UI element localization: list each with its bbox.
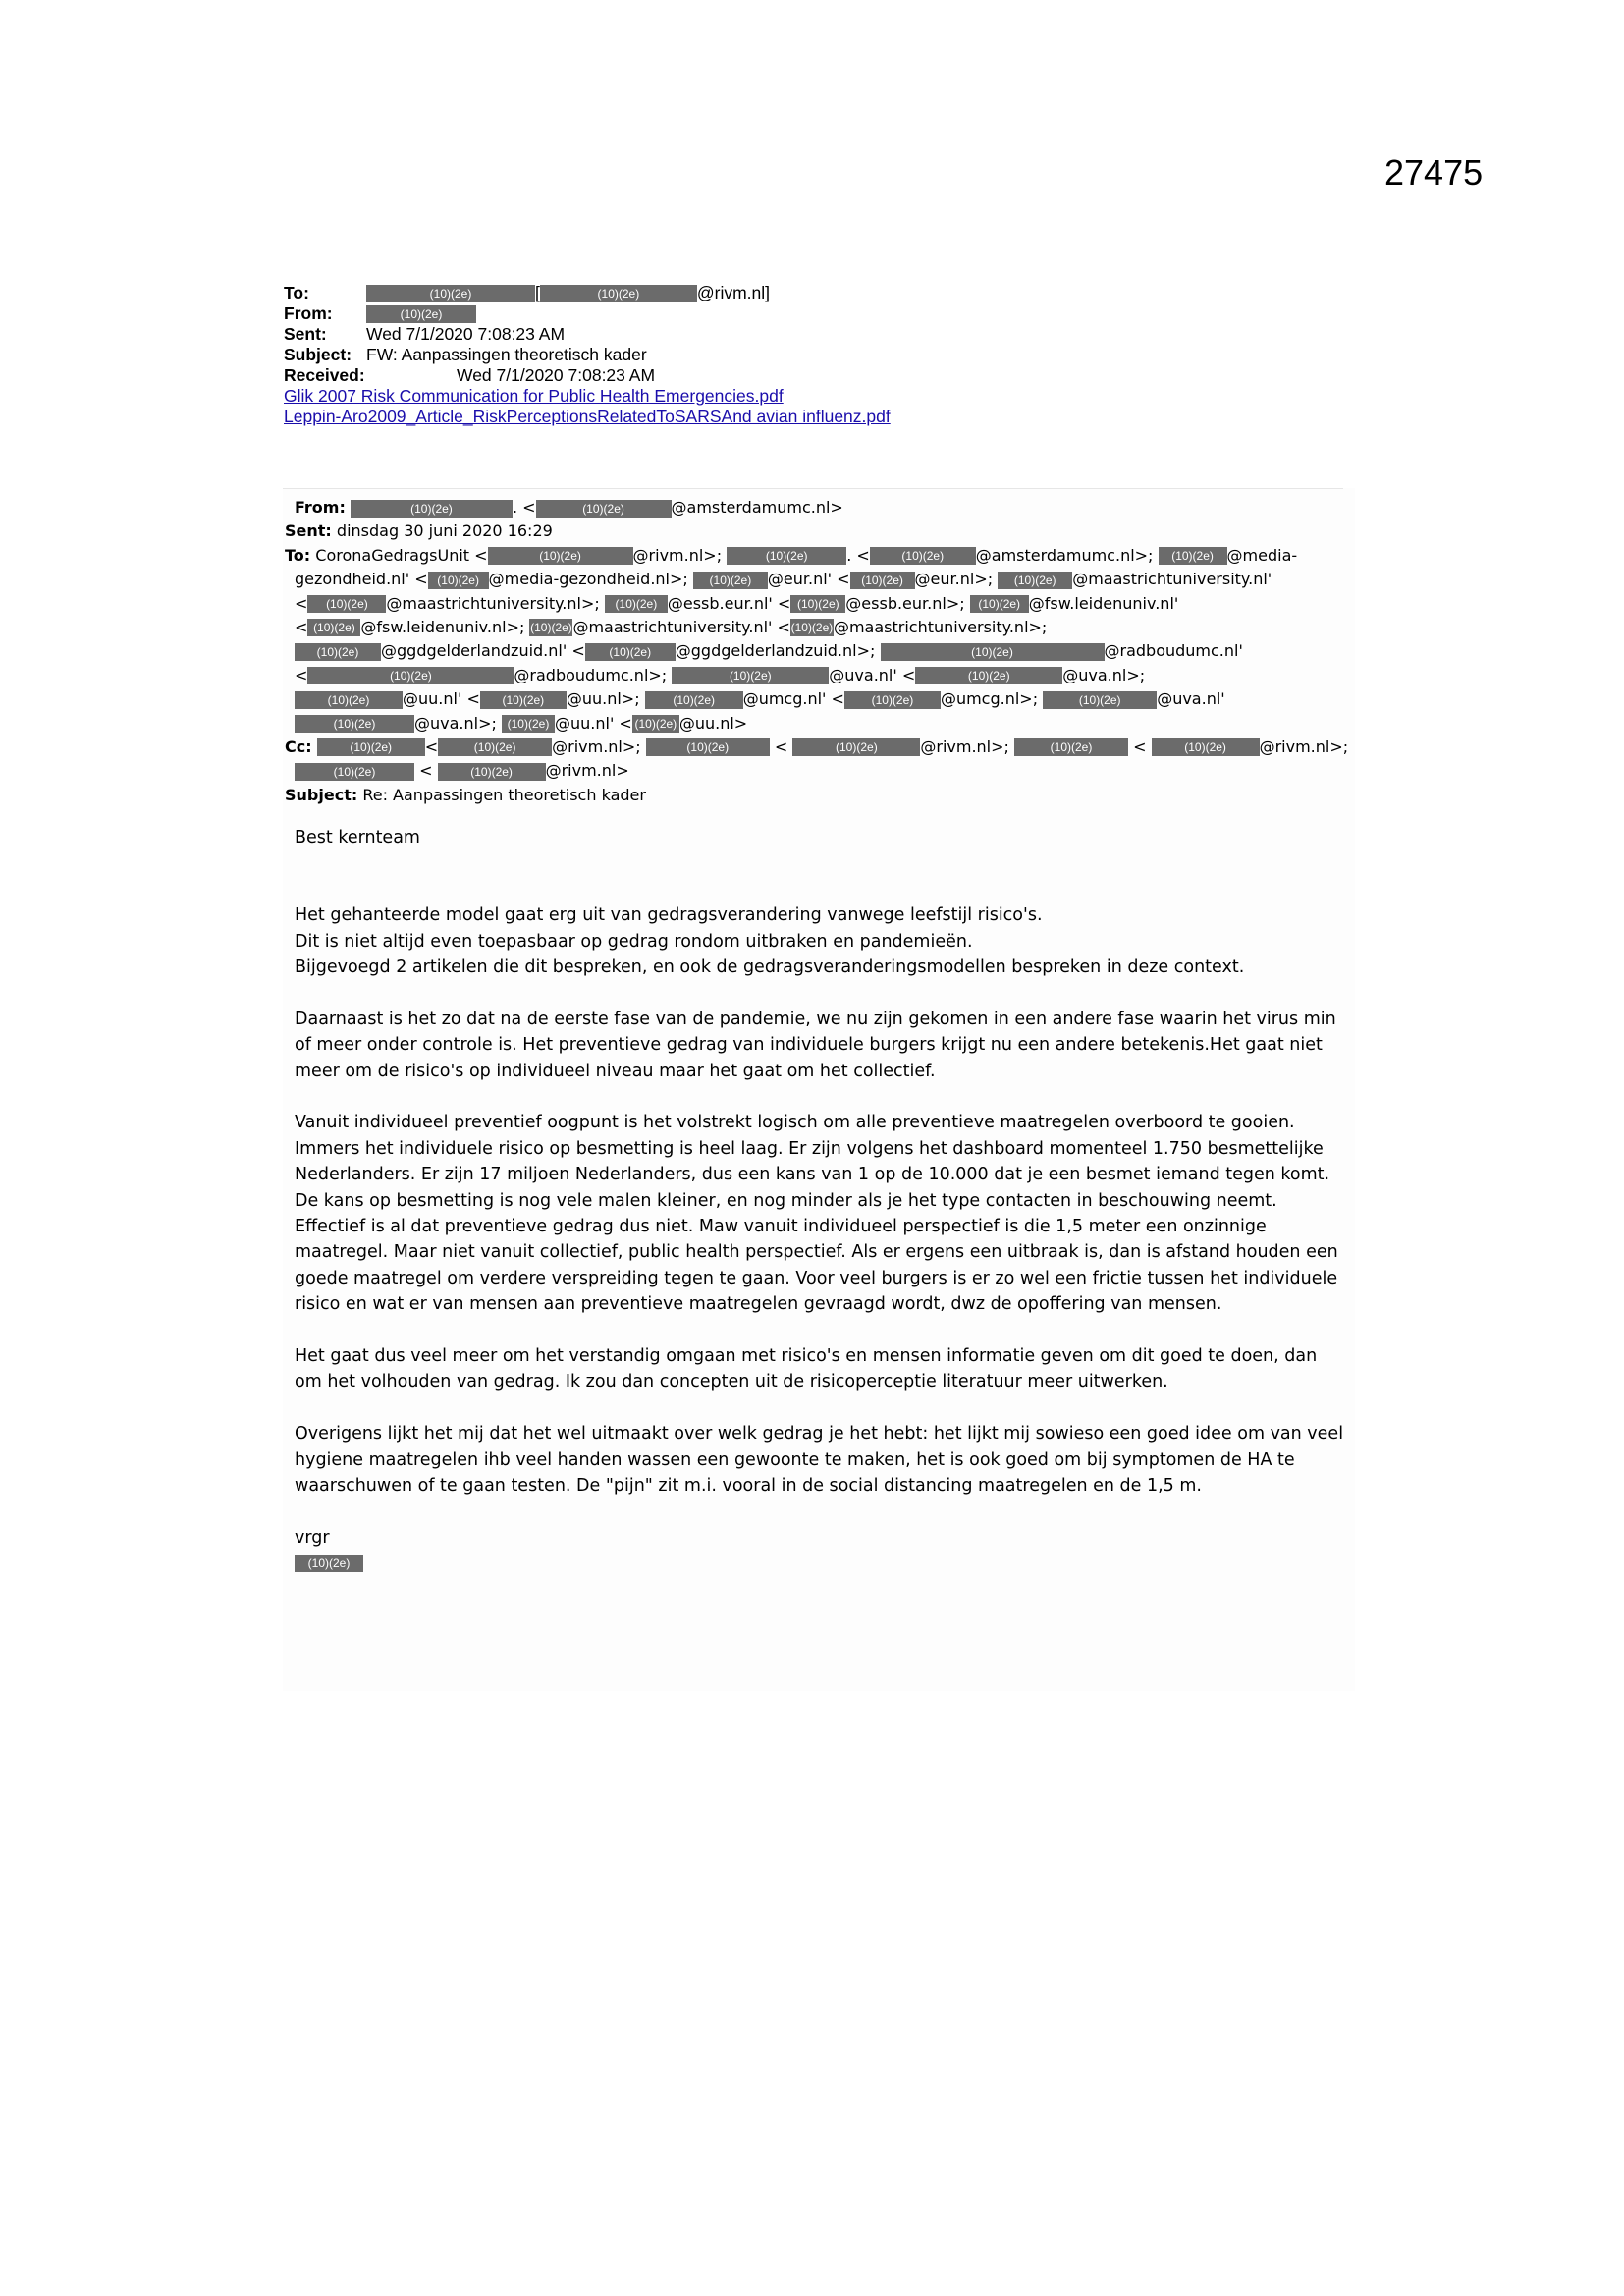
body-line: De kans op besmetting is nog vele malen kleiner, en nog minder als je het type contacten in beschouwing neemt. [295,1190,1277,1211]
addr-text: @maastrichtuniversity.nl' < [572,617,790,636]
addr-text: @rivm.nl>; [552,737,641,756]
redaction: (10)(2e) [488,547,633,565]
redaction: (10)(2e) [366,285,535,302]
greeting: Best kernteam [295,828,420,847]
body-line: Bijgevoegd 2 artikelen die dit bespreken, en ook de gedragsveranderingsmodellen bespreken in deze context. [295,957,1245,978]
divider [283,488,1343,489]
paragraph [295,902,1355,980]
document-number: 27475 [1384,152,1484,192]
redaction: (10)(2e) [351,500,513,518]
body-line: Het gehanteerde model gaat erg uit van gedragsverandering vanwege leefstijl risico's. [295,905,1043,926]
redaction: (10)(2e) [438,763,546,781]
body-line: waarschuwen of te gaan testen. De "pijn" zit m.i. vooral in de social distancing maatregelen en de 1,5 m. [295,1476,1202,1497]
redaction: (10)(2e) [645,691,743,709]
addr-text: @fsw.leidenuniv.nl' [1028,593,1179,613]
body-line: goede maatregel om verdere verspreiding tegen te gaan. Voor veel burgers is er zo wel een frictie tussen het individuele [295,1268,1338,1288]
body-line: om het volhouden van gedrag. Ik zou dan concepten uit de risicoperceptie literatuur meer uitwerken. [295,1372,1168,1393]
redaction: (10)(2e) [998,572,1072,589]
fwd-cc-label: Cc: [285,737,312,756]
closing: vrgr [295,1527,330,1548]
addr-text: gezondheid.nl' < [295,570,428,589]
addr-text: @media- [1226,545,1298,565]
addr-text: @uva.nl>; [414,713,497,733]
redaction: (10)(2e) [790,621,834,635]
addr-text: @uva.nl' [1157,689,1225,709]
fwd-from-domain: @amsterdamumc.nl> [671,498,843,517]
subject-value: FW: Aanpassingen theoretisch kader [366,345,647,364]
addr-text: @maastrichtuniversity.nl' [1072,570,1272,589]
addr-text: @rivm.nl>; [920,737,1009,756]
redaction: (10)(2e) [1043,691,1157,709]
redaction: (10)(2e) [540,285,697,302]
email-header [284,283,1364,427]
body-line: risico en wat er van mensen aan preventieve maatregelen gevraagd wordt, dwz de opoffering van mensen. [295,1294,1222,1315]
received-label: Received: [284,365,365,385]
fwd-from-label: From: [295,498,346,517]
redaction: (10)(2e) [536,500,672,518]
addr-text: @uu.nl>; [566,689,640,709]
body-line: Vanuit individueel preventief oogpunt is het volstrekt logisch om alle preventieve maatregelen overboord te gooien. [295,1113,1295,1133]
sent-label: Sent: [284,324,327,344]
addr-text: < [774,737,788,756]
body-line: Nederlanders. Er zijn 17 miljoen Nederlanders, dus een kans van 1 op de 10.000 dat je een besmet iemand tegen komt. [295,1165,1330,1185]
body-line: meer om de risico's op individueel niveau maar het gaat om het collectief. [295,1061,936,1081]
addr-text: < [419,761,433,781]
fwd-subject-label: Subject: [285,785,358,804]
redaction: (10)(2e) [727,547,846,565]
paragraph [295,1110,1355,1317]
redaction: (10)(2e) [438,738,552,756]
redaction: (10)(2e) [881,643,1105,661]
redaction: (10)(2e) [915,667,1062,684]
addr-text: @eur.nl>; [914,570,994,589]
body-line: maatregel. Maar niet vanuit collectief, public health perspectief. Als er ergens een uitbraak is, dan is afstand houden een [295,1242,1338,1263]
addr-text: @uu.nl' < [403,689,480,709]
from-label: From: [284,303,333,323]
addr-text: < [295,593,308,613]
addr-text: @ggdgelderlandzuid.nl>; [675,641,876,661]
addr-text: < [1133,737,1147,756]
addr-text: @maastrichtuniversity.nl>; [833,617,1048,636]
redaction: (10)(2e) [317,738,425,756]
redaction: (10)(2e) [480,691,567,709]
addr-text: @essb.eur.nl>; [845,593,965,613]
addr-text: @rivm.nl>; [632,545,723,565]
redaction: (10)(2e) [307,667,514,684]
to-label: To: [284,283,309,302]
addr-text: @amsterdamumc.nl>; [975,545,1154,565]
addr-text: @eur.nl' < [767,570,850,589]
redaction: (10)(2e) [295,715,414,733]
addr-text: @uu.nl> [678,713,748,733]
body-line: Overigens lijkt het mij dat het wel uitmaakt over welk gedrag je het hebt: het lijkt mij sowieso een goed idee om van veel [295,1424,1344,1445]
redaction: (10)(2e) [1159,547,1227,565]
redaction: (10)(2e) [792,738,920,756]
addr-text: @uva.nl' < [829,665,916,684]
redaction: (10)(2e) [428,572,489,589]
paragraph [295,1007,1355,1084]
redaction: (10)(2e) [646,738,770,756]
redaction: (10)(2e) [295,763,414,781]
attachment-link[interactable]: Glik 2007 Risk Communication for Public Health Emergencies.pdf [284,386,784,406]
addr-text: @uva.nl>; [1062,665,1146,684]
redaction: (10)(2e) [605,595,668,613]
body-line: Het gaat dus veel meer om het verstandig omgaan met risico's en mensen informatie geven om dit goed te doen, dan [295,1346,1318,1367]
redaction: (10)(2e) [295,691,403,709]
redaction: (10)(2e) [502,715,555,733]
paragraph [295,1343,1355,1395]
subject-label: Subject: [284,345,352,364]
addr-text: @essb.eur.nl' < [667,593,791,613]
redaction: (10)(2e) [870,547,976,565]
message-body [295,825,1355,1577]
attachment-link[interactable]: Leppin-Aro2009_Article_RiskPerceptionsRelatedToSARSAnd avian influenz.pdf [284,407,891,426]
redaction: (10)(2e) [1152,738,1260,756]
received-value: Wed 7/1/2020 7:08:23 AM [457,365,656,385]
redaction: (10)(2e) [970,595,1029,613]
addr-text: @uu.nl' < [554,713,632,733]
addr-text: @media-gezondheid.nl>; [488,570,688,589]
addr-text: @umcg.nl' < [742,689,844,709]
sent-value: Wed 7/1/2020 7:08:23 AM [366,324,566,344]
body-line: Daarnaast is het zo dat na de eerste fase van de pandemie, we nu zijn gekomen in een andere fase waarin het virus min [295,1009,1336,1029]
to-domain: @rivm.nl] [696,283,771,302]
redaction: (10)(2e) [693,572,768,589]
redaction: (10)(2e) [295,643,381,661]
addr-text: @umcg.nl>; [940,689,1039,709]
addr-text: @radboudumc.nl' [1104,641,1243,661]
redaction: (10)(2e) [530,621,572,635]
body-line: hygiene maatregelen ihb veel handen wassen een gewoonte te maken, het is ook goed om bij symptomen de HA te [295,1449,1295,1470]
addr-text: < [295,617,308,636]
redaction: (10)(2e) [307,595,386,613]
redaction: (10)(2e) [1014,738,1128,756]
addr-text: @maastrichtuniversity.nl>; [386,593,600,613]
addr-text: . < [512,498,536,517]
addr-text: @fsw.leidenuniv.nl>; [360,617,525,636]
addr-text: @ggdgelderlandzuid.nl' < [381,641,585,661]
fwd-sent-value: dinsdag 30 juni 2020 16:29 [336,521,553,541]
body-line: Immers het individuele risico op besmetting is heel laag. Er zijn volgens het dashboard momenteel 1.750 besmettelijke [295,1138,1324,1159]
redaction: (10)(2e) [307,619,360,636]
body-line: of meer onder controle is. Het preventieve gedrag van individuele burgers krijgt nu een andere betekenis.Het gaat niet [295,1035,1323,1056]
body-line: Dit is niet altijd even toepasbaar op gedrag rondom uitbraken en pandemieën. [295,931,973,952]
fwd-sent-label: Sent: [285,521,332,541]
redaction: (10)(2e) [366,305,476,323]
addr-text: @rivm.nl> [545,761,629,781]
body-line: Effectief is al dat preventieve gedrag dus niet. Maw vanuit individueel perspectief is die 1,5 meter een onzinnige [295,1217,1267,1237]
signature-redaction: (10)(2e) [295,1555,363,1572]
redaction: (10)(2e) [850,572,915,589]
addr-text: . < [846,545,870,565]
addr-text: < [424,737,439,756]
to-bracket: [ [535,283,540,302]
redaction: (10)(2e) [632,715,679,733]
fwd-subject-value: Re: Aanpassingen theoretisch kader [362,785,646,804]
addr-text: @radboudumc.nl>; [514,665,668,684]
redaction: (10)(2e) [844,691,941,709]
addr-text: CoronaGedragsUnit < [315,545,488,565]
redaction: (10)(2e) [585,643,676,661]
redaction: (10)(2e) [672,667,829,684]
addr-text: < [295,665,308,684]
addr-text: @rivm.nl>; [1259,737,1349,756]
fwd-to-label: To: [285,545,311,565]
paragraph [295,1421,1355,1499]
forwarded-header [285,496,1349,807]
redaction: (10)(2e) [790,595,845,613]
